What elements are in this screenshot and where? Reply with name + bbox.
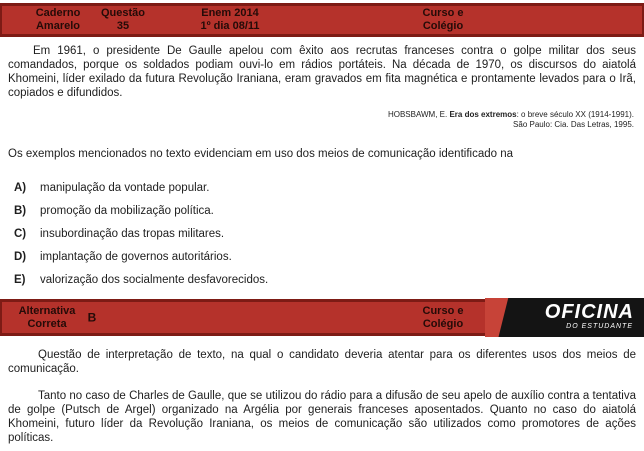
option-a-letter: A) [14, 182, 27, 194]
caderno-line2: Amarelo [35, 20, 81, 32]
exam-date: 1º dia 08/11 [200, 20, 260, 32]
question-stem: Os exemplos mencionados no texto evidenciam em uso dos meios de comunicação identificado na [8, 148, 514, 160]
answer-label-line2: Correta [27, 317, 67, 330]
option-d-text: implantação de governos autoritários. [40, 251, 232, 263]
citation-author: HOBSBAWM, E. [387, 110, 450, 119]
correct-answer-letter: B [87, 310, 97, 324]
questao-number: 35 [116, 20, 130, 32]
citation-title: Era dos extremos [449, 110, 517, 119]
option-e-letter: E) [14, 274, 26, 286]
header-questao [81, 7, 165, 33]
option-b-letter: B) [14, 205, 27, 217]
logo-brand-subtext: DO ESTUDANTE [566, 323, 633, 330]
option-d-letter: D) [14, 251, 27, 263]
answer-bar-course [401, 305, 485, 331]
option-d [14, 250, 624, 264]
explanation-paragraph-1: Questão de interpretação de texto, na qual o candidato deveria atentar para os diferentes usos dos meios de comunicação. [8, 349, 636, 375]
option-a-text: manipulação da vontade popular. [40, 182, 210, 194]
citation-line1 [388, 110, 634, 120]
citation-line2: São Paulo: Cia. Das Letras, 1995. [513, 120, 634, 129]
caderno-line1: Caderno [35, 7, 81, 19]
option-c-letter: C) [14, 228, 27, 240]
header-exam [188, 7, 272, 33]
option-c [14, 227, 624, 241]
passage-text: Em 1961, o presidente De Gaulle apelou com êxito aos recrutas franceses contra o golpe militar dos seus comandados, porque os soldados podiam ouvi-lo em rádios portáteis. Na década de 1970, os discursos do aiatolá Khomeini, líder exilado da futura Revolução Iraniana, eram gravados em fita magnética e prontamente levados para o Irã, copiados e difundidos. [8, 45, 636, 99]
logo-brand-text: OFICINA [544, 301, 634, 323]
exam-name: Enem 2014 [201, 7, 259, 19]
option-b-text: promoção da mobilização política. [40, 205, 214, 217]
answer-label [5, 305, 89, 331]
logo-red-slash-icon [485, 298, 509, 337]
option-b [14, 204, 624, 218]
option-a [14, 181, 624, 195]
option-e [14, 273, 624, 287]
citation [388, 110, 634, 130]
header-course [401, 7, 485, 33]
question-header-bar [0, 3, 644, 37]
citation-rest: : o breve século XX (1914-1991). [516, 110, 634, 119]
options-list [14, 181, 624, 296]
oficina-logo [485, 298, 644, 337]
course-line2: Colégio [422, 20, 464, 32]
course-line1: Curso e [422, 7, 464, 19]
answer-course-line1: Curso e [422, 304, 464, 317]
answer-course-line2: Colégio [422, 317, 464, 330]
answer-label-line1: Alternativa [18, 304, 76, 317]
option-c-text: insubordinação das tropas militares. [40, 228, 225, 240]
explanation-paragraph-2: Tanto no caso de Charles de Gaulle, que se utilizou do rádio para a difusão de seu apelo de auxílio contra a tentativa de golpe (Putsch de Argel) organizado na Argélia por generais franceses aposentados. Quanto no caso do aiatolá Khomeini, futuro líder da Revolução Iraniana, os meios de comunicação são utilizados como promotores de ações políticas. [8, 390, 636, 444]
questao-line1: Questão [100, 7, 145, 19]
option-e-text: valorização dos socialmente desfavorecidos. [40, 274, 269, 286]
